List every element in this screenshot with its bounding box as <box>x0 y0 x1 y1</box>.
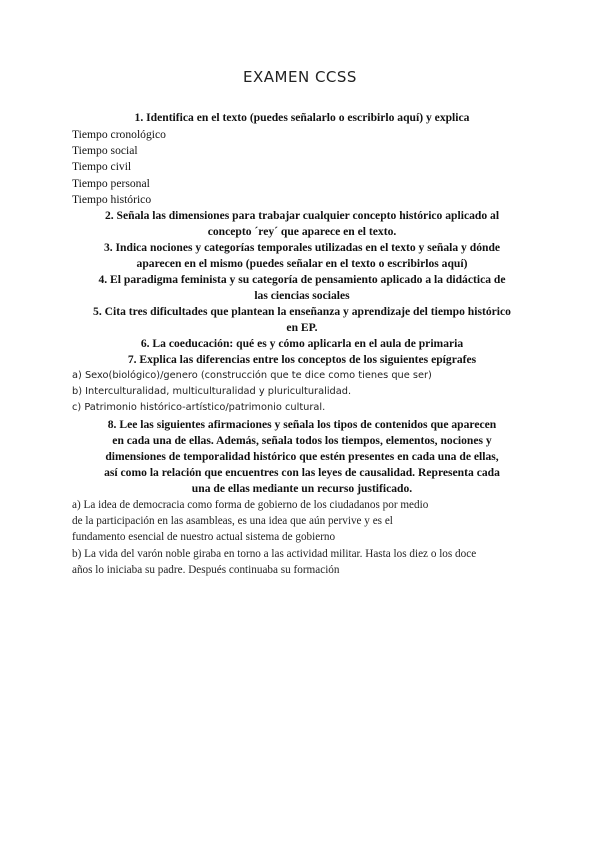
q1-item-social: Tiempo social <box>72 144 138 158</box>
question-8-line-5: una de ellas mediante un recurso justificado. <box>191 481 413 495</box>
q1-item-historico: Tiempo histórico <box>72 192 152 206</box>
exam-content <box>72 110 532 579</box>
q7-option-a: a) Sexo(biológico)/genero (construcción que te dice como tienes que ser) <box>72 370 432 382</box>
question-3-line-2: aparecen en el mismo (puedes señalar en el texto o escribirlos aquí) <box>136 257 468 271</box>
question-4-line-2: las ciencias sociales <box>254 289 350 303</box>
question-6: 6. La coeducación: qué es y cómo aplicarla en el aula de primaria <box>140 337 464 351</box>
q7-option-c: c) Patrimonio histórico-artístico/patrimonio cultural. <box>72 402 326 414</box>
question-1-heading: 1. Identifica en el texto (puedes señalarlo o escribirlo aquí) y explica <box>134 111 470 124</box>
question-8-line-4: así como la relación que encuentres con las leyes de causalidad. Representa cada <box>104 465 500 479</box>
q8-statement-a-line-1: a) La idea de democracia como forma de gobierno de los ciudadanos por medio <box>72 498 429 511</box>
q7-option-b: b) Interculturalidad, multiculturalidad y pluriculturalidad. <box>72 386 352 398</box>
q8-statement-b-line-1: b) La vida del varón noble giraba en torno a las actividad militar. Hasta los diez o los doce <box>72 547 477 560</box>
question-4-line-1: 4. El paradigma feminista y su categoría de pensamiento aplicado a la didáctica de <box>98 273 506 287</box>
question-8-line-3: dimensiones de temporalidad histórico que estén presentes en cada una de ellas, <box>105 449 499 463</box>
q1-item-cronologico: Tiempo cronológico <box>72 128 166 141</box>
q8-statement-b-line-2: años lo iniciaba su padre. Después continuaba su formación <box>72 564 340 577</box>
question-3-line-1: 3. Indica nociones y categorías temporales utilizadas en el texto y señala y dónde <box>103 241 501 255</box>
question-8-line-1: 8. Lee las siguientes afirmaciones y señala los tipos de contenidos que aparecen <box>107 417 497 431</box>
question-7-heading: 7. Explica las diferencias entre los conceptos de los siguientes epígrafes <box>127 353 477 367</box>
question-2-line-2: concepto ´rey´ que aparece en el texto. <box>207 225 397 239</box>
question-2-line-1: 2. Señala las dimensiones para trabajar cualquier concepto histórico aplicado al <box>104 209 500 223</box>
question-8-line-2: en cada una de ellas. Además, señala todos los tiempos, elementos, nociones y <box>112 433 492 447</box>
question-5-line-2: en EP. <box>286 321 318 335</box>
q8-statement-a-line-2: de la participación en las asambleas, es una idea que aún pervive y es el <box>72 515 393 528</box>
q1-item-personal: Tiempo personal <box>72 176 150 190</box>
q8-statement-a-line-3: fundamento esencial de nuestro actual sistema de gobierno <box>72 531 336 544</box>
page-title: EXAMEN CCSS <box>243 68 357 86</box>
q1-item-civil: Tiempo civil <box>72 160 132 174</box>
question-5-line-1: 5. Cita tres dificultades que plantean la enseñanza y aprendizaje del tiempo histórico <box>93 305 511 319</box>
